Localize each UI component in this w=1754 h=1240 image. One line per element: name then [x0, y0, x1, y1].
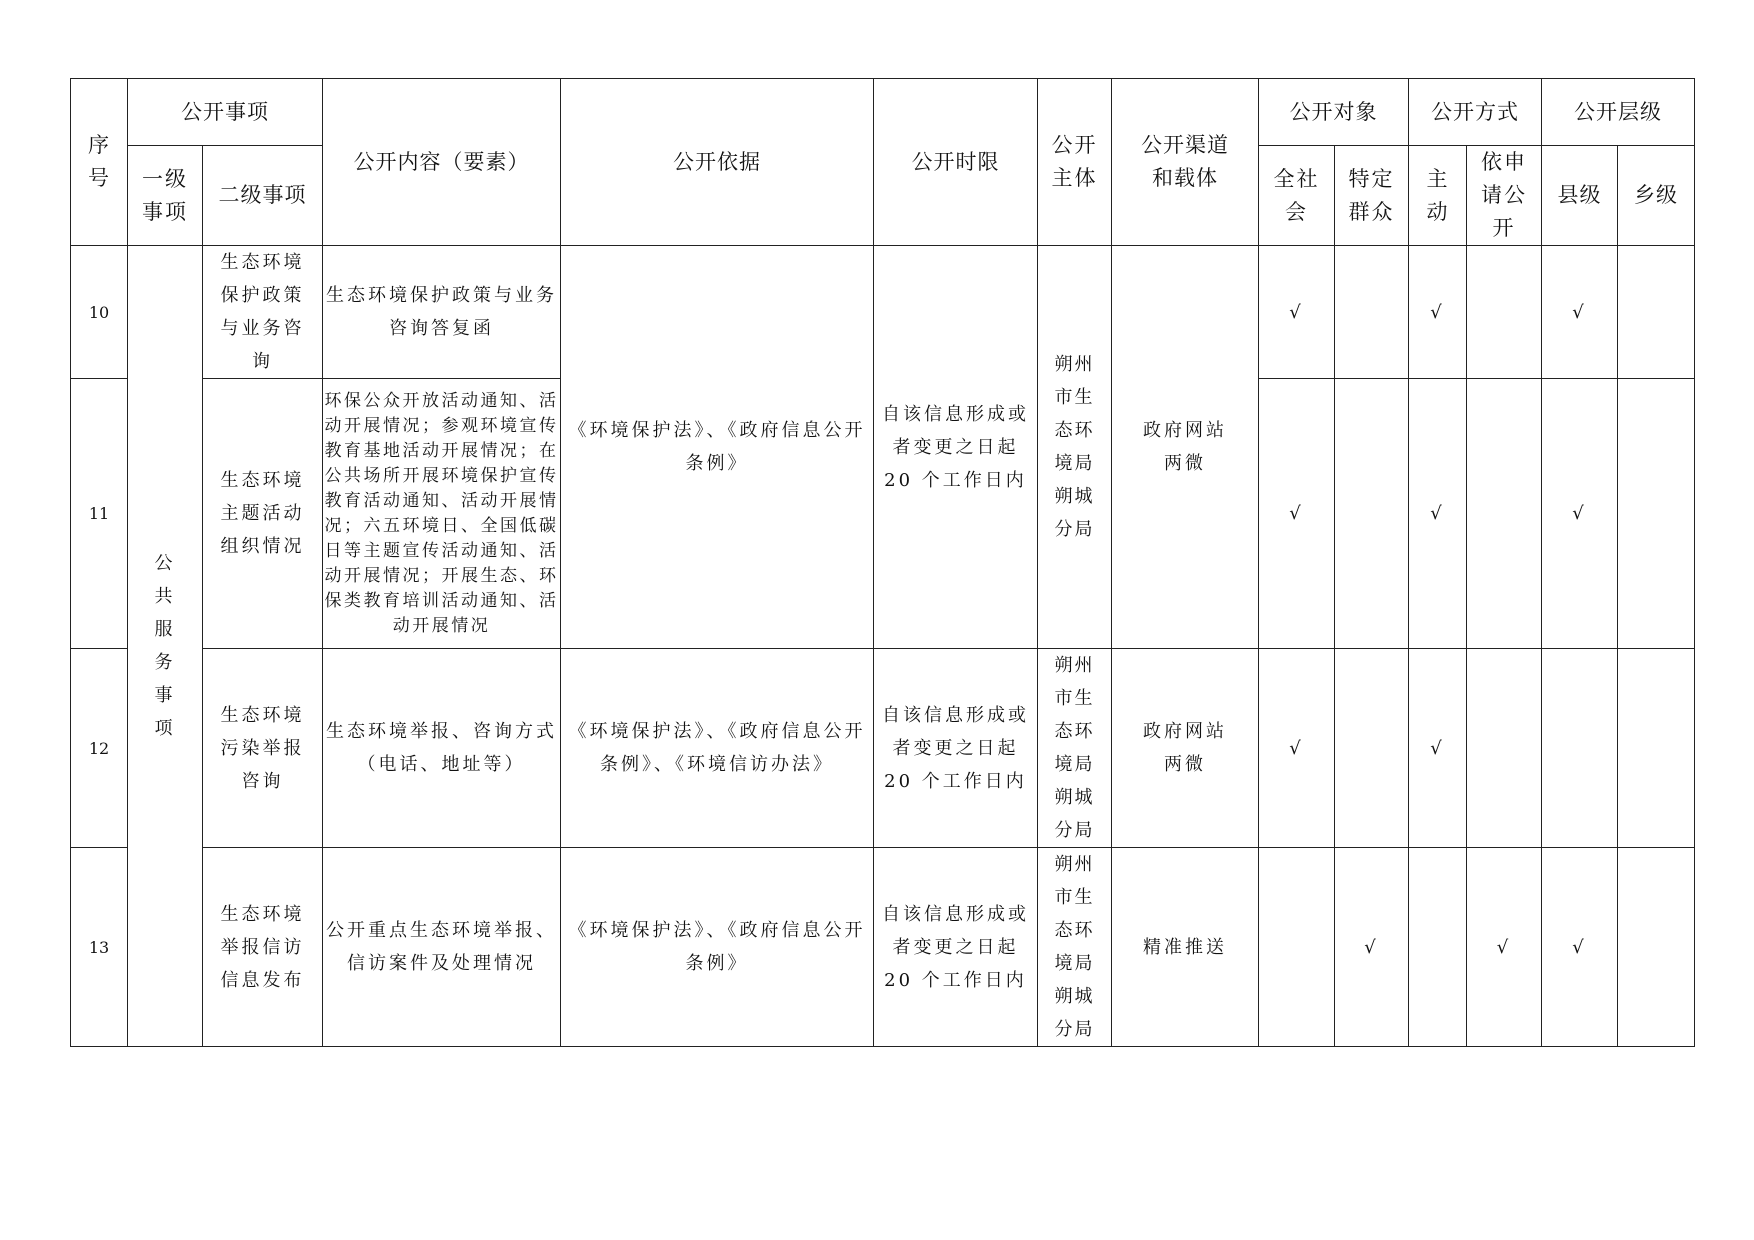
header-level: 公开层级: [1542, 79, 1695, 146]
header-level-township: 乡级: [1618, 146, 1695, 246]
row-subject: 朔州市生态环境局朔城分局: [1038, 246, 1112, 649]
row-subject: 朔州市生态环境局朔城分局: [1038, 848, 1112, 1047]
table-body: [71, 246, 1695, 1047]
row-basis: 《环境保护法》、《政府信息公开条例》: [561, 848, 874, 1047]
row-basis: 《环境保护法》、《政府信息公开条例》: [561, 246, 874, 649]
row-seq: 11: [71, 379, 128, 649]
row-time-limit: 自该信息形成或者变更之日起 20 个工作日内: [874, 848, 1038, 1047]
check-target-all: √: [1259, 649, 1335, 848]
check-method-active: √: [1409, 246, 1467, 379]
check-target-all: √: [1259, 246, 1335, 379]
check-level-township: [1618, 379, 1695, 649]
header-level-county: 县级: [1542, 146, 1618, 246]
check-target-specific: [1335, 246, 1409, 379]
header-subject: 公开主体: [1038, 79, 1112, 246]
header-method-active: 主动: [1409, 146, 1467, 246]
header-method-request: 依申请公开: [1467, 146, 1542, 246]
check-method-request: √: [1467, 848, 1542, 1047]
header-items: 公开事项: [128, 79, 323, 146]
table-row: [71, 246, 1695, 379]
check-level-county: √: [1542, 246, 1618, 379]
header-seq: 序号: [71, 79, 128, 246]
row-subject: 朔州市生态环境局朔城分局: [1038, 649, 1112, 848]
check-level-county: √: [1542, 379, 1618, 649]
check-target-specific: [1335, 379, 1409, 649]
header-basis: 公开依据: [561, 79, 874, 246]
row-seq: 10: [71, 246, 128, 379]
row-seq: 12: [71, 649, 128, 848]
row-content: 生态环境保护政策与业务咨询答复函: [323, 246, 561, 379]
row-level2: 生态环境举报信访信息发布: [203, 848, 323, 1047]
header-channel: 公开渠道和载体: [1112, 79, 1259, 246]
check-method-active: √: [1409, 379, 1467, 649]
header-time-limit: 公开时限: [874, 79, 1038, 246]
header-method: 公开方式: [1409, 79, 1542, 146]
table-row: [71, 848, 1695, 1047]
header-level1: 一级事项: [128, 146, 203, 246]
row-basis: 《环境保护法》、《政府信息公开条例》、《环境信访办法》: [561, 649, 874, 848]
check-target-specific: [1335, 649, 1409, 848]
table-header: [71, 79, 1695, 246]
header-target-all: 全社会: [1259, 146, 1335, 246]
header-content: 公开内容（要素）: [323, 79, 561, 246]
check-level-township: [1618, 649, 1695, 848]
row-level2: 生态环境污染举报咨询: [203, 649, 323, 848]
check-level-county: √: [1542, 848, 1618, 1047]
check-method-active: [1409, 848, 1467, 1047]
row-channel: 精准推送: [1112, 848, 1259, 1047]
check-method-request: [1467, 649, 1542, 848]
row-level2: 生态环境保护政策与业务咨询: [203, 246, 323, 379]
check-target-all: √: [1259, 379, 1335, 649]
check-level-county: [1542, 649, 1618, 848]
check-target-specific: √: [1335, 848, 1409, 1047]
row-time-limit: 自该信息形成或者变更之日起 20 个工作日内: [874, 649, 1038, 848]
header-target: 公开对象: [1259, 79, 1409, 146]
row-seq: 13: [71, 848, 128, 1047]
check-method-request: [1467, 379, 1542, 649]
row-channel: 政府网站 两微: [1112, 246, 1259, 649]
header-target-specific: 特定群众: [1335, 146, 1409, 246]
row-content: 公开重点生态环境举报、信访案件及处理情况: [323, 848, 561, 1047]
level1-category: 公共服务事项: [128, 246, 203, 1047]
row-content: 生态环境举报、咨询方式（电话、地址等）: [323, 649, 561, 848]
check-level-township: [1618, 246, 1695, 379]
header-level2: 二级事项: [203, 146, 323, 246]
disclosure-table: [70, 78, 1695, 1047]
row-content: 环保公众开放活动通知、活动开展情况；参观环境宣传教育基地活动开展情况；在公共场所开展环境保护宣传教育活动通知、活动开展情况；六五环境日、全国低碳日等主题宣传活动通知、活动开展情况；开展生态、环保类教育培训活动通知、活动开展情况: [323, 379, 561, 649]
row-level2: 生态环境主题活动组织情况: [203, 379, 323, 649]
check-level-township: [1618, 848, 1695, 1047]
row-channel: 政府网站 两微: [1112, 649, 1259, 848]
table-row: [71, 649, 1695, 848]
check-target-all: [1259, 848, 1335, 1047]
check-method-active: √: [1409, 649, 1467, 848]
row-time-limit: 自该信息形成或者变更之日起 20 个工作日内: [874, 246, 1038, 649]
check-method-request: [1467, 246, 1542, 379]
